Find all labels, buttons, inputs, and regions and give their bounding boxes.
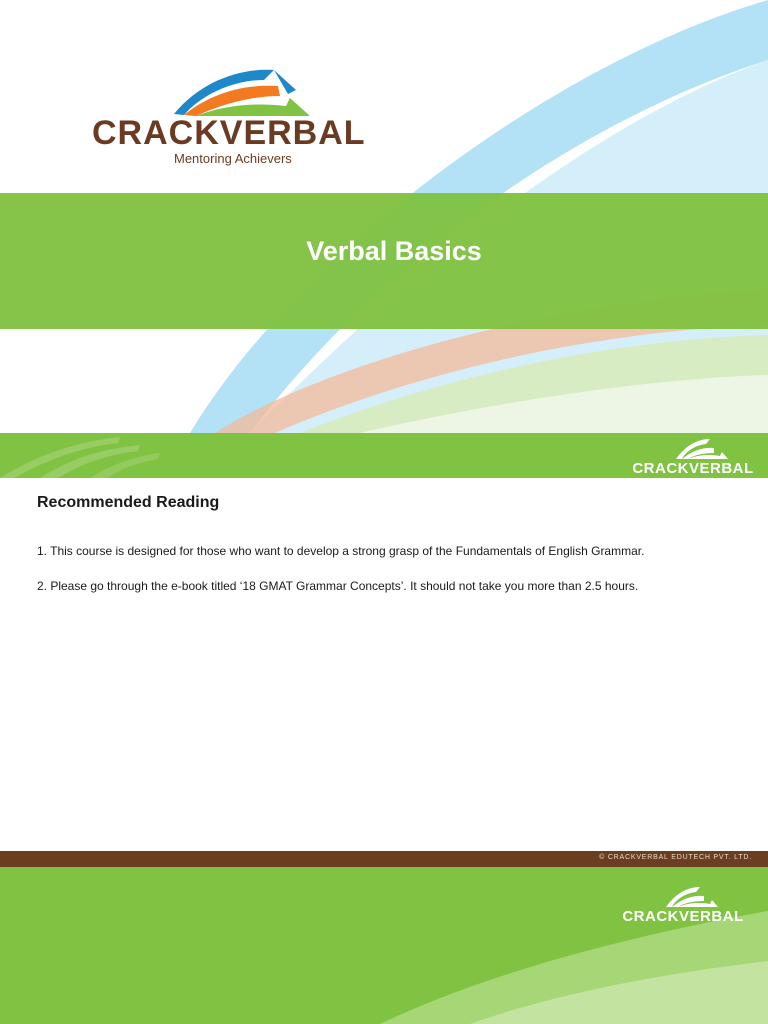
section-heading: Recommended Reading: [37, 494, 220, 511]
decorative-stripes-icon: [0, 433, 200, 478]
closing-logo-text: CRACKVERBAL: [622, 908, 744, 925]
title-slide: [0, 0, 768, 478]
footer-logo-text: CRACKVERBAL: [632, 460, 754, 477]
slide-title: Verbal Basics: [306, 236, 482, 266]
closing-logo: [618, 881, 748, 929]
paragraph-2: 2. Please go through the e-book titled ‘18 GMAT Grammar Concepts’. It should not take you more than 2.5 hours.: [37, 579, 639, 593]
footer-logo: [628, 433, 758, 478]
brand-tagline: Mentoring Achievers: [174, 151, 292, 166]
closing-slide: [0, 851, 768, 1024]
paragraph-1: 1. This course is designed for those who want to develop a strong grasp of the Fundamentals of English Grammar.: [37, 544, 645, 558]
footer-band: [0, 433, 768, 478]
crackverbal-logo-icon: [618, 883, 748, 909]
brand-logo-text: CRACKVERBAL: [92, 114, 366, 152]
content-slide: [0, 478, 768, 851]
decorative-swoosh-background: [0, 851, 768, 1024]
copyright-band: [0, 851, 768, 867]
copyright-text: © CRACKVERBAL EDUTECH PVT. LTD.: [599, 854, 752, 861]
crackverbal-logo-icon: [628, 435, 758, 461]
